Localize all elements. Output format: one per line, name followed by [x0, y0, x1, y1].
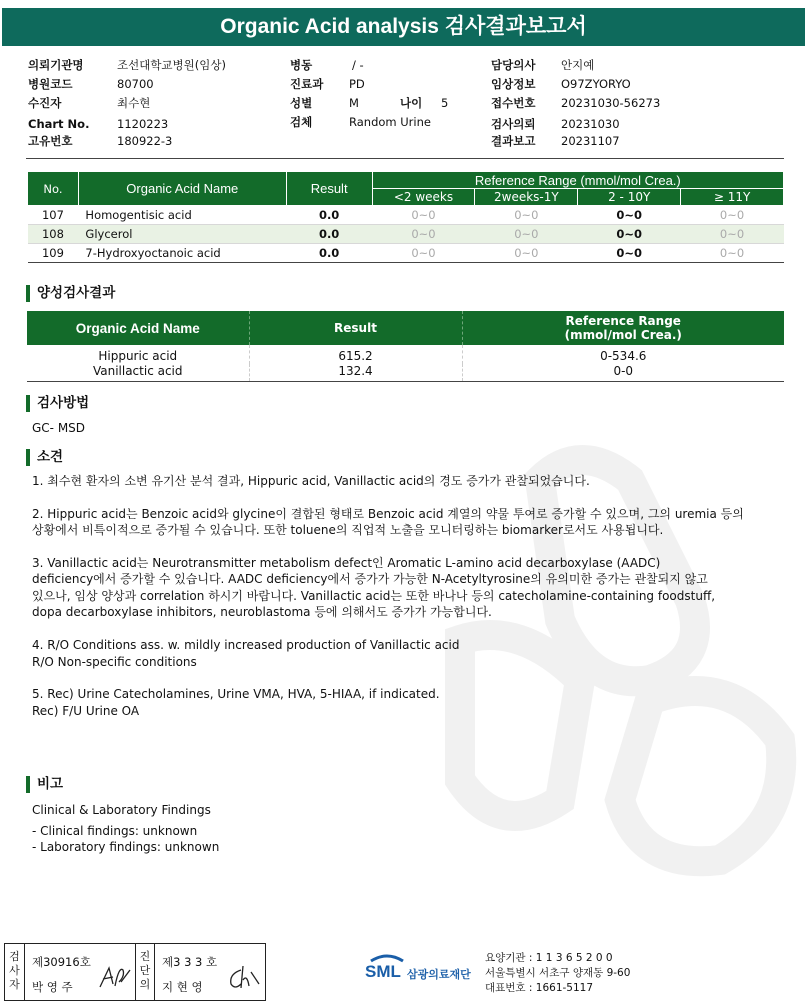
row-ref: 0~0 — [681, 206, 784, 225]
signature-graphic — [227, 964, 261, 992]
info-value: 조선대학교병원(임상) — [117, 58, 226, 72]
signer-role-label: 검 사 자 — [5, 944, 25, 1000]
row-ref: 0-534.6 — [600, 349, 647, 363]
column-header-reference — [462, 311, 784, 345]
signer-name: 박 영 주 — [32, 980, 73, 994]
info-value: 80700 — [117, 77, 154, 91]
row-ref: 0~0 — [475, 244, 578, 263]
row-name: Vanillactic acid — [27, 364, 249, 382]
row-ref: 0~0 — [475, 206, 578, 225]
subheader-age: ≥ 11Y — [681, 189, 784, 206]
row-result: 0.0 — [286, 225, 372, 244]
row-result: 615.2 — [249, 345, 462, 364]
row-no: 108 — [28, 225, 79, 244]
row-result: 0.0 — [286, 206, 372, 225]
signature-box — [4, 943, 266, 1001]
section-title-positive: 양성검사결과 — [26, 285, 115, 302]
row-no: 107 — [28, 206, 79, 225]
row-ref: 0-0 — [462, 364, 784, 382]
column-header-name: Organic Acid Name — [78, 172, 286, 206]
opinion-paragraph: 있으나, 임상 양상과 correlation 하시기 바랍니다. Vanillactic acid는 또한 바나나 등의 catecholamine-containing foodstuff, — [32, 589, 716, 603]
row-ref: 0~0 — [475, 225, 578, 244]
info-value: 최수현 — [117, 96, 151, 110]
row-ref: 0~0 — [372, 206, 475, 225]
opinion-paragraph: deficiency에서 증가할 수 있습니다. AADC deficiency에서 증가가 가능한 N-Acetyltyrosine의 유의미한 증가는 관찰되지 않고 — [32, 572, 708, 586]
row-ref: 0~0 — [681, 225, 784, 244]
info-label: 검사의뢰 — [491, 117, 536, 131]
sml-logo — [365, 949, 490, 989]
info-label: 수진자 — [28, 96, 62, 110]
info-value: 20231107 — [561, 134, 620, 148]
row-name: Hippuric acid — [27, 345, 249, 364]
info-label: 병원코드 — [28, 77, 73, 91]
column-header-result: Result — [249, 311, 462, 345]
column-header-reference: Reference Range (mmol/mol Crea.) — [372, 172, 783, 189]
method-value: GC- MSD — [32, 421, 86, 435]
info-value: 180922-3 — [117, 134, 173, 148]
row-ref: 0~0 — [372, 244, 475, 263]
remarks-line: Clinical & Laboratory Findings — [32, 803, 211, 817]
positive-results-table — [27, 311, 784, 382]
organic-acid-table — [27, 171, 784, 263]
table-row — [28, 206, 784, 225]
opinion-paragraph: 4. R/O Conditions ass. w. mildly increased production of Vanillactic acid — [32, 638, 460, 652]
info-label: 성별 — [290, 96, 313, 110]
row-ref: 0~0 — [578, 206, 681, 225]
info-value: Random Urine — [349, 115, 431, 129]
row-ref: 0~0 — [681, 244, 784, 263]
info-value: M — [349, 96, 359, 110]
row-name: Glycerol — [78, 225, 286, 244]
info-label: Chart No. — [28, 117, 90, 131]
info-label: 진료과 — [290, 77, 324, 91]
table-row — [27, 345, 784, 364]
row-name: Homogentisic acid — [78, 206, 286, 225]
info-label: 임상정보 — [491, 77, 536, 91]
info-label: 의뢰기관명 — [28, 58, 84, 72]
age-label: 나이 — [400, 96, 423, 110]
row-ref: 0~0 — [372, 225, 475, 244]
column-header-name: Organic Acid Name — [27, 311, 249, 345]
opinion-paragraph: 3. Vanillactic acid는 Neurotransmitter metabolism defect인 Aromatic L-amino acid decarboxylase (AADC) — [32, 556, 661, 570]
doctor-name: 지 현 영 — [162, 980, 203, 994]
info-value: 20231030-56273 — [561, 96, 661, 110]
section-title-remarks: 비고 — [26, 776, 63, 793]
info-label: 결과보고 — [491, 134, 536, 148]
report-title-bar: Organic Acid analysis 검사결과보고서 — [2, 8, 805, 46]
age-value: 5 — [441, 96, 449, 110]
reference-label: Reference Range — [565, 314, 681, 328]
section-title-method: 검사방법 — [26, 395, 89, 412]
row-result: 0.0 — [286, 244, 372, 263]
table-row — [27, 364, 784, 382]
info-label: 담당의사 — [491, 58, 536, 72]
info-value: PD — [349, 77, 365, 91]
column-header-no: No. — [28, 172, 79, 206]
info-label: 접수번호 — [491, 96, 536, 110]
info-value: O97ZYORYO — [561, 77, 631, 91]
subheader-age: 2 - 10Y — [578, 189, 681, 206]
column-header-result: Result — [286, 172, 372, 206]
signer-license: 제30916호 — [32, 955, 91, 969]
info-value: 20231030 — [561, 117, 620, 131]
subheader-age: 2weeks-1Y — [475, 189, 578, 206]
table-row — [28, 244, 784, 263]
row-ref: 0~0 — [578, 244, 681, 263]
row-no: 109 — [28, 244, 79, 263]
org-line: 서울특별시 서초구 양재동 9-60 — [485, 967, 631, 979]
logo-text: SML — [365, 962, 401, 981]
opinion-paragraph: 5. Rec) Urine Catecholamines, Urine VMA, HVA, 5-HIAA, if indicated. — [32, 687, 440, 701]
row-ref: 0~0 — [578, 225, 681, 244]
opinion-paragraph: Rec) F/U Urine OA — [32, 704, 140, 718]
info-value: 1120223 — [117, 117, 169, 131]
doctor-license: 제3 3 3 호 — [162, 955, 218, 969]
org-name: 삼광의료재단 — [407, 968, 471, 981]
divider — [26, 158, 784, 159]
opinion-paragraph: 2. Hippuric acid는 Benzoic acid와 glycine이 결합된 형태로 Benzoic acid 계열의 약물 투여로 증가할 수 있으며, 그의 uremia 등의 — [32, 507, 744, 521]
remarks-line: - Clinical findings: unknown — [32, 824, 198, 838]
signature-graphic — [97, 962, 133, 992]
opinion-paragraph: 1. 최수현 환자의 소변 유기산 분석 결과, Hippuric acid, Vanillactic acid의 경도 증가가 관찰되었습니다. — [32, 474, 590, 488]
org-line: 요양기관 : 1 1 3 6 5 2 0 0 — [485, 952, 613, 964]
row-name: 7-Hydroxyoctanoic acid — [78, 244, 286, 263]
reference-unit: (mmol/mol Crea.) — [564, 328, 682, 342]
opinion-paragraph: dopa decarboxylase inhibitors, neuroblastoma 등에 의해서도 증가가 가능합니다. — [32, 605, 492, 619]
org-line: 대표번호 : 1661-5117 — [485, 982, 594, 994]
row-result: 132.4 — [249, 364, 462, 382]
subheader-age: <2 weeks — [372, 189, 475, 206]
org-details — [485, 951, 630, 996]
info-label: 검체 — [290, 115, 313, 129]
opinion-paragraph: 상황에서 비특이적으로 증가될 수 있습니다. 또한 toluene의 직업적 노출을 모니터링하는 biomarker로서도 사용됩니다. — [32, 523, 664, 537]
table-row — [28, 225, 784, 244]
doctor-role-label: 진 단 의 — [135, 944, 155, 1000]
remarks-line: - Laboratory findings: unknown — [32, 840, 220, 854]
footer — [0, 935, 807, 1003]
info-value: / - — [352, 58, 364, 72]
info-label: 고유번호 — [28, 134, 73, 148]
section-title-opinion: 소견 — [26, 449, 63, 466]
info-label: 병동 — [290, 58, 313, 72]
info-value: 안지예 — [561, 58, 595, 72]
opinion-paragraph: R/O Non-specific conditions — [32, 655, 197, 669]
